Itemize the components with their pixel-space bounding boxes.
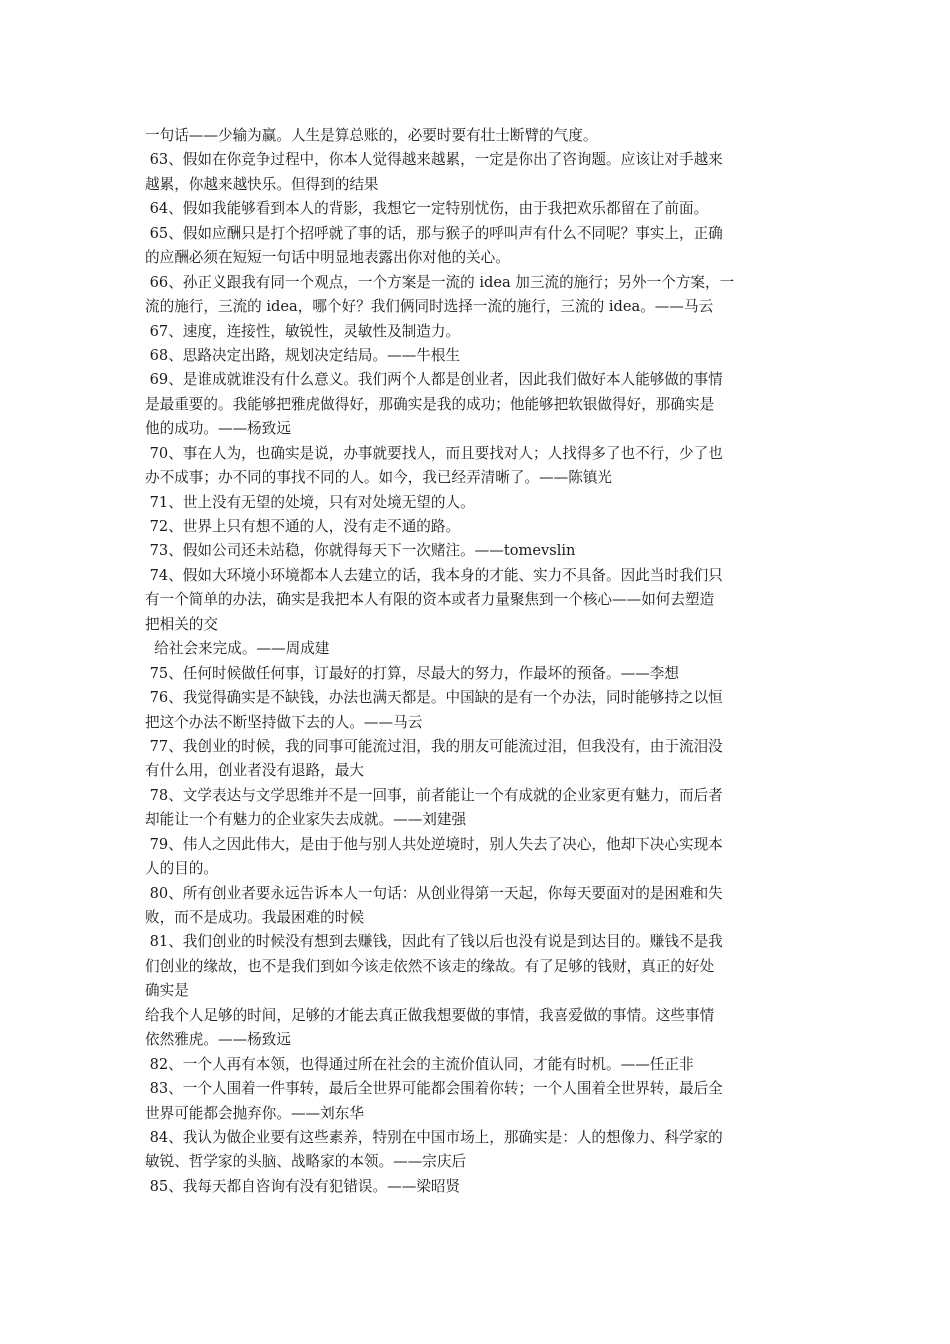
text-line: 72、世界上只有想不通的人，没有走不通的路。 [145, 518, 461, 535]
text-line: 依然雅虎。——杨致远 [145, 1031, 291, 1049]
text-line: 人的目的。 [145, 860, 218, 878]
text-line: 办不成事；办不同的事找不同的人。如今，我已经弄清晰了。——陈镇光 [145, 469, 613, 487]
text-line: 84、我认为做企业要有这些素养，特别在中国市场上，那确实是：人的想像力、科学家的 [145, 1128, 723, 1146]
text-line: 83、一个人围着一件事转，最后全世界可能都会围着你转；一个人围着全世界转，最后全 [145, 1080, 723, 1098]
text-line: 85、我每天都自咨询有没有犯错误。——梁昭贤 [145, 1177, 461, 1195]
text-line: 是最重要的。我能够把雅虎做得好，那确实是我的成功；他能够把软银做得好，那确实是 [145, 395, 715, 413]
text-line: 敏锐、哲学家的头脑、战略家的本领。——宗庆后 [145, 1153, 467, 1171]
text-line: 65、假如应酬只是打个招呼就了事的话，那与猴子的呼叫声有什么不同呢？事实上，正确 [145, 224, 723, 242]
text-line: 流的施行，三流的 idea，哪个好？我们俩同时选择一流的施行，三流的 idea。——马云 [145, 298, 714, 316]
text-line: 66、孙正义跟我有同一个观点，一个方案是一流的 idea 加三流的施行；另外一个方案，一 [145, 273, 735, 291]
text-line: 76、我觉得确实是不缺钱，办法也满天都是。中国缺的是有一个办法，同时能够持之以恒 [145, 689, 723, 707]
text-line: 70、事在人为，也确实是说，办事就要找人，而且要找对人；人找得多了也不行，少了也 [145, 444, 723, 462]
text-line: 78、文学表达与文学思维并不是一回事，前者能让一个有成就的企业家更有魅力，而后者 [145, 786, 723, 804]
text-line: 68、思路决定出路，规划决定结局。——牛根生 [145, 346, 461, 364]
document-page [145, 124, 810, 1199]
text-line: 80、所有创业者要永远告诉本人一句话：从创业得第一天起，你每天要面对的是困难和失 [145, 884, 723, 902]
text-line: 越累，你越来越快乐。但得到的结果 [145, 175, 379, 193]
text-line: 却能让一个有魅力的企业家失去成就。——刘建强 [145, 811, 467, 829]
text-line: 71、世上没有无望的处境，只有对处境无望的人。 [145, 493, 475, 511]
text-line: 把相关的交 [145, 615, 218, 633]
text-line: 给我个人足够的时间，足够的才能去真正做我想要做的事情，我喜爱做的事情。这些事情 [145, 1006, 715, 1024]
text-line: 63、假如在你竞争过程中，你本人觉得越来越累，一定是你出了咨询题。应该让对手越来 [145, 151, 723, 169]
text-line: 73、假如公司还未站稳，你就得每天下一次赌注。——tomevslin [145, 542, 576, 560]
text-line: 77、我创业的时候，我的同事可能流过泪，我的朋友可能流过泪，但我没有，由于流泪没 [145, 737, 723, 755]
text-line: 67、速度，连接性，敏锐性，灵敏性及制造力。 [145, 322, 461, 340]
text-line: 75、任何时候做任何事，订最好的打算，尽最大的努力，作最坏的预备。——李想 [145, 664, 679, 682]
text-line: 74、假如大环境小环境都本人去建立的话，我本身的才能、实力不具备。因此当时我们只 [145, 566, 723, 584]
text-line: 他的成功。——杨致远 [145, 420, 291, 438]
text-line: 给社会来完成。——周成建 [145, 640, 330, 658]
text-line: 69、是谁成就谁没有什么意义。我们两个人都是创业者，因此我们做好本人能够做的事情 [145, 371, 723, 389]
text-line: 的应酬必须在短短一句话中明显地表露出你对他的关心。 [145, 249, 510, 267]
text-line: 有一个简单的办法，确实是我把本人有限的资本或者力量聚焦到一个核心——如何去塑造 [145, 591, 715, 609]
text-line: 确实是 [145, 982, 189, 1000]
text-line: 64、假如我能够看到本人的背影，我想它一定特别忧伤，由于我把欢乐都留在了前面。 [145, 200, 709, 218]
text-line: 82、一个人再有本领，也得通过所在社会的主流价值认同，才能有时机。——任正非 [145, 1055, 694, 1073]
text-line: 81、我们创业的时候没有想到去赚钱，因此有了钱以后也没有说是到达目的。赚钱不是我 [145, 933, 723, 951]
text-line: 一句话——少输为赢。人生是算总账的，必要时要有壮士断臂的气度。 [145, 127, 598, 144]
text-line: 有什么用，创业者没有退路，最大 [145, 762, 364, 780]
text-line: 把这个办法不断坚持做下去的人。——马云 [145, 713, 423, 731]
text-line: 败，而不是成功。我最困难的时候 [145, 909, 364, 926]
text-line: 世界可能都会抛弃你。——刘东华 [145, 1104, 364, 1122]
text-line: 们创业的缘故，也不是我们到如今该走依然不该走的缘故。有了足够的钱财，真正的好处 [145, 957, 715, 975]
text-line: 79、伟人之因此伟大，是由于他与别人共处逆境时，别人失去了决心，他却下决心实现本 [145, 835, 723, 853]
